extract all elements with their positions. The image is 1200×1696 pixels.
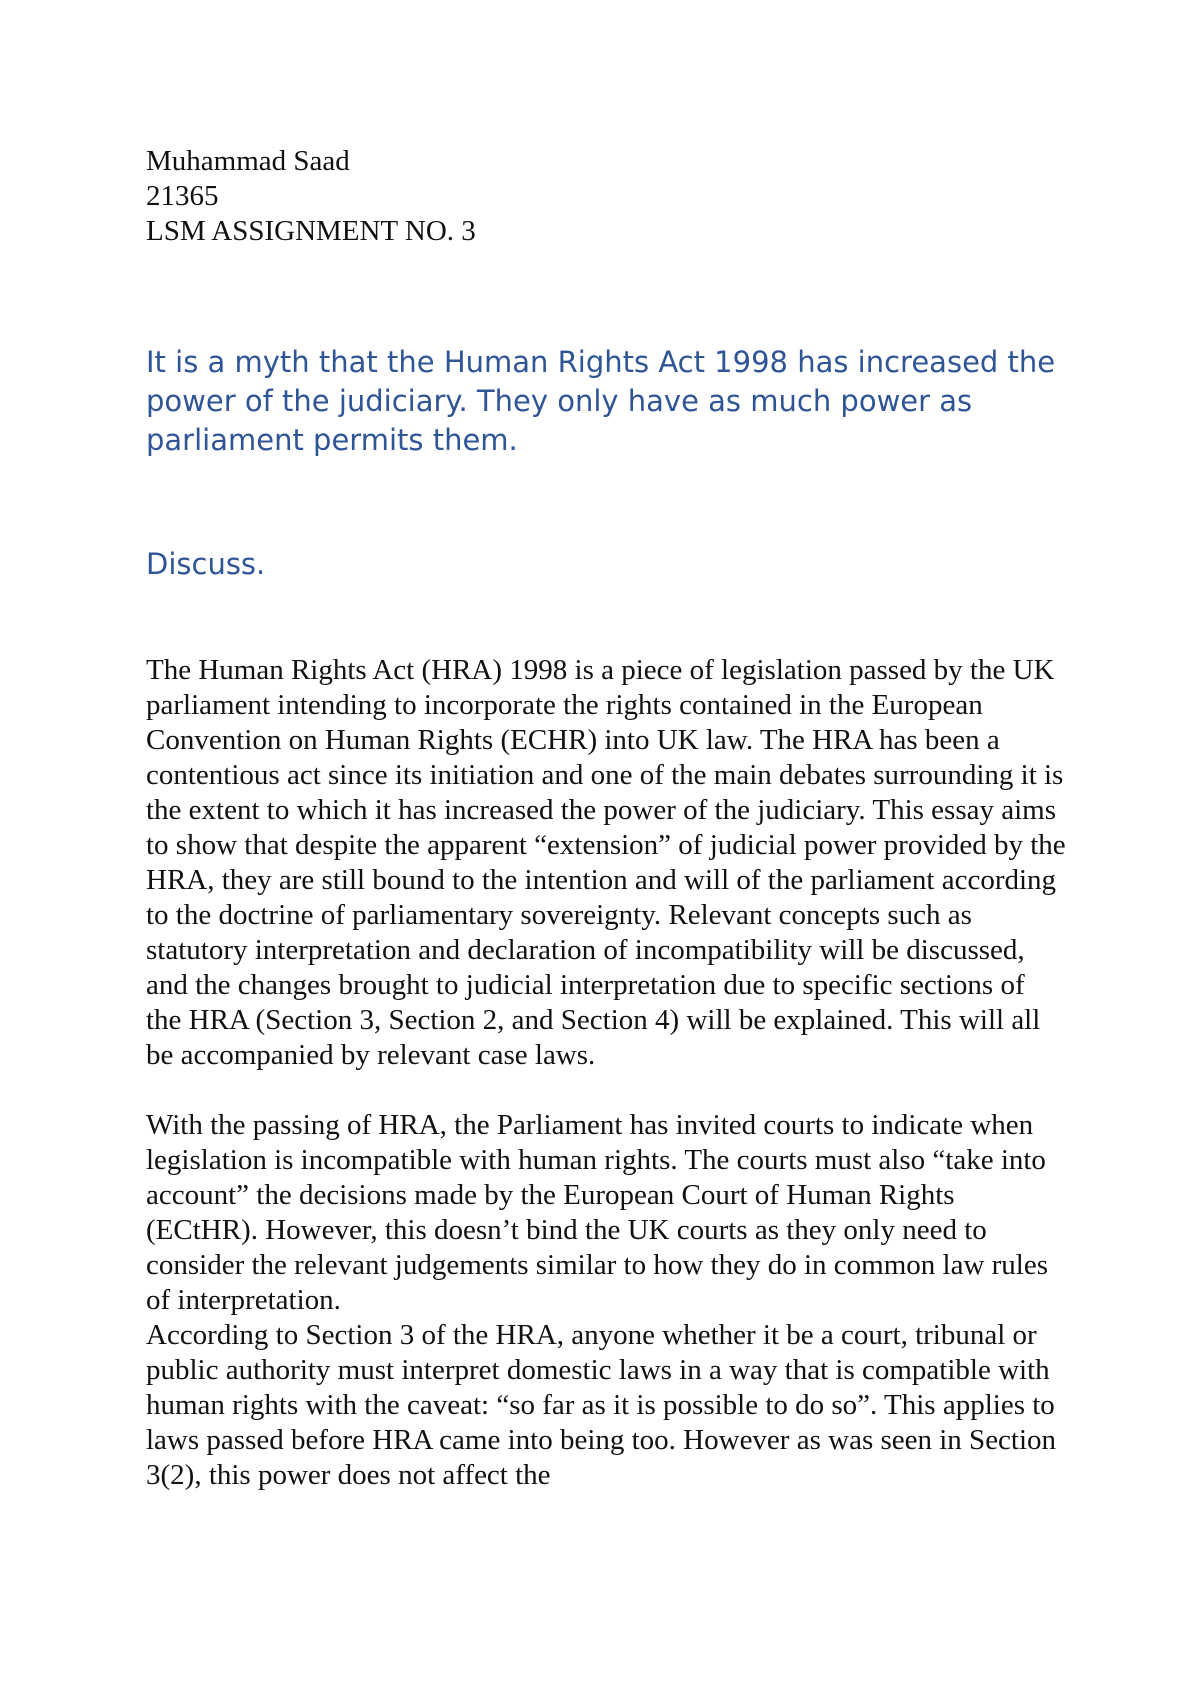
essay-instruction: Discuss.: [146, 547, 266, 581]
essay-paragraph: According to Section 3 of the HRA, anyone whether it be a court, tribunal or public authority must interpret domestic laws in a way that is compatible with human rights with the caveat: “so far as it is possible to do so”. This applies to laws passed before HRA came into being too. However as was seen in Section 3(2), this power does not affect the: [146, 1319, 1057, 1491]
author-block: [146, 144, 476, 249]
assignment-title: LSM ASSIGNMENT NO. 3: [146, 215, 476, 247]
essay-paragraph: With the passing of HRA, the Parliament has invited courts to indicate when legislation is incompatible with human rights. The courts must also “take into account” the decisions made by the European Court of Human Rights (ECtHR). However, this doesn’t bind the UK courts as they only need to consider the relevant judgements similar to how they do in common law rules of interpretation.: [146, 1109, 1049, 1316]
essay-question: It is a myth that the Human Rights Act 1998 has increased the power of the judiciary. They only have as much power as parliament permits them.: [146, 345, 1056, 457]
student-id: 21365: [146, 180, 219, 212]
essay-body: [146, 653, 1066, 1493]
author-name: Muhammad Saad: [146, 145, 350, 177]
essay-paragraph: The Human Rights Act (HRA) 1998 is a piece of legislation passed by the UK parliament intending to incorporate the rights contained in the European Convention on Human Rights (ECHR) into UK law. The HRA has been a contentious act since its initiation and one of the main debates surrounding it is the extent to which it has increased the power of the judiciary. This essay aims to show that despite the apparent “extension” of judicial power provided by the HRA, they are still bound to the intention and will of the parliament according to the doctrine of parliamentary sovereignty. Relevant concepts such as statutory interpretation and declaration of incompatibility will be discussed, and the changes brought to judicial interpretation due to specific sections of the HRA (Section 3, Section 2, and Section 4) will be explained. This will all be accompanied by relevant case laws.: [146, 654, 1066, 1071]
